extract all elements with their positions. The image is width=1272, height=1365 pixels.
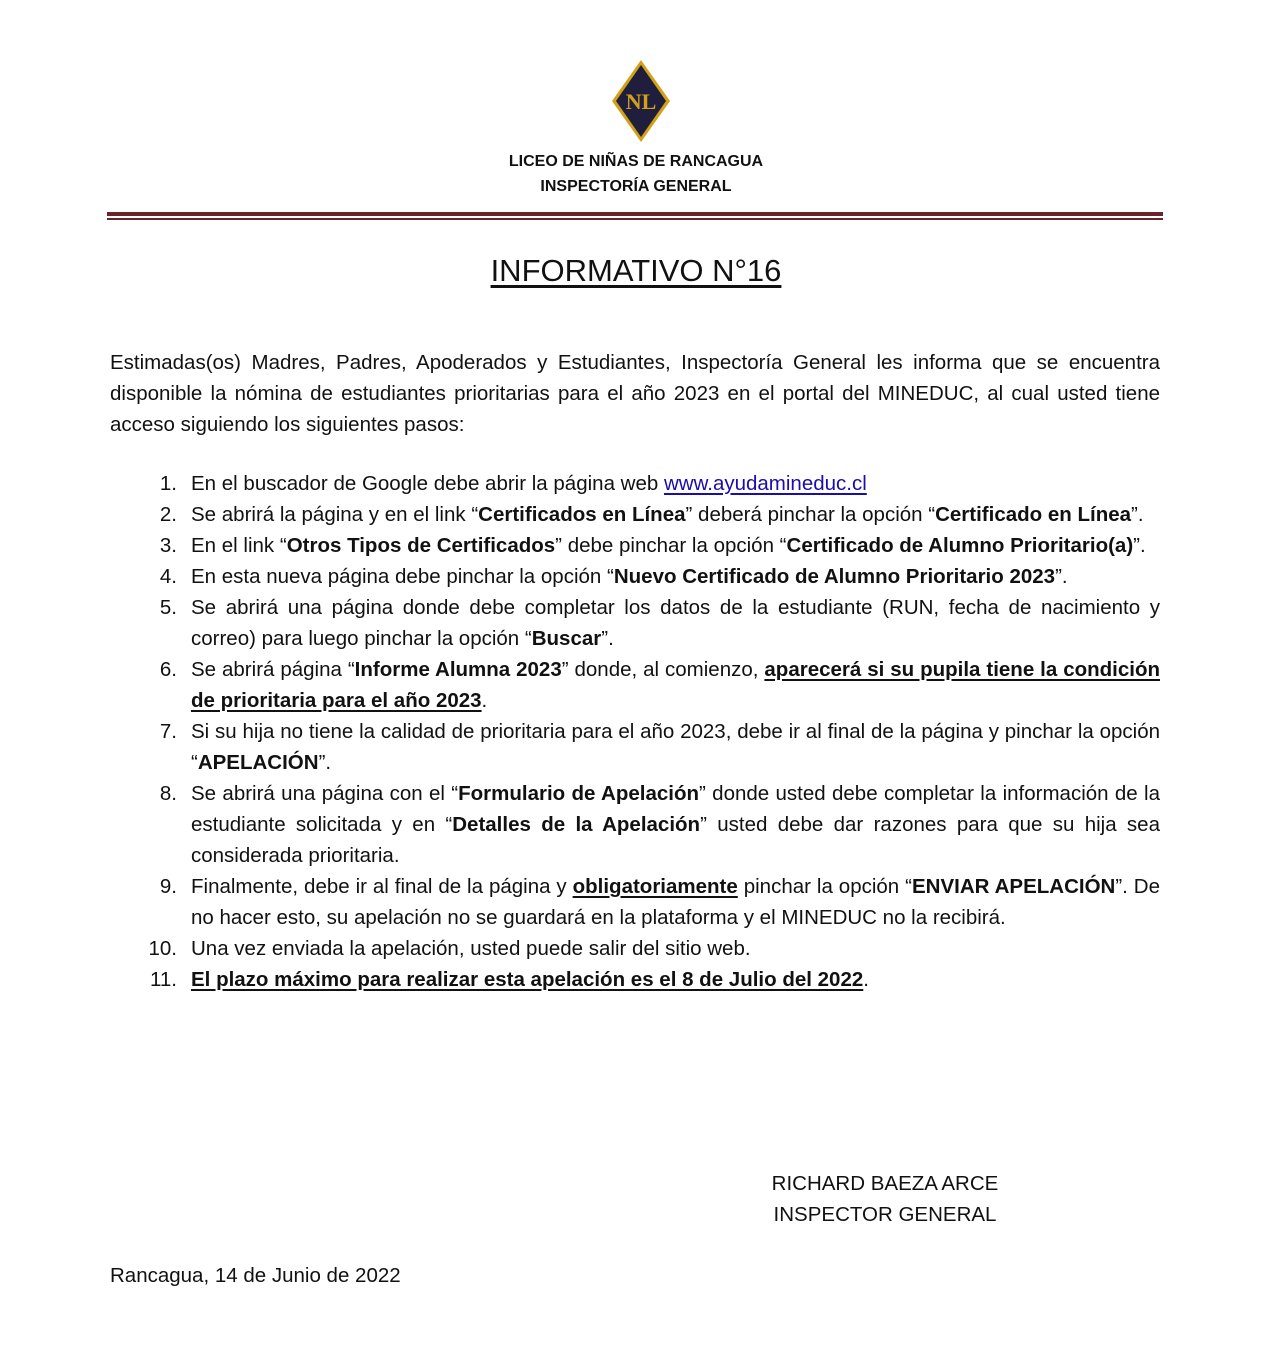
step-text: ”. [601, 627, 614, 650]
step-item [110, 468, 1160, 499]
step-item [110, 716, 1160, 778]
step-text: ”. De no hacer esto, su apelación no se guardará en la plataforma y el MINEDUC no la recibirá. [191, 875, 1160, 929]
step-text: ”. [1131, 503, 1144, 526]
step-text: ” usted debe dar razones para que su hija sea considerada prioritaria. [191, 813, 1160, 867]
step-item [110, 871, 1160, 933]
step-text: aparecerá si su pupila tiene la condición de prioritaria para el año 2023 [191, 658, 1160, 712]
step-text: ” deberá pinchar la opción “ [685, 503, 936, 526]
step-text: . [481, 689, 488, 712]
step-text: Una vez enviada la apelación, usted puede salir del sitio web. [191, 937, 751, 960]
step-number: 2. [159, 503, 177, 526]
step-number: 3. [159, 534, 177, 557]
step-item [110, 530, 1160, 561]
step-item [110, 654, 1160, 716]
signatory-role: INSPECTOR GENERAL [773, 1203, 997, 1226]
step-item [110, 964, 1160, 995]
step-number: 4. [159, 565, 177, 588]
step-text: . [863, 968, 869, 991]
intro-paragraph: Estimadas(os) Madres, Padres, Apoderados y Estudiantes, Inspectoría General les informa que se encuentra disponible la nómina de estudiantes prioritarias para el año 2023 en el portal del MINEDUC, al cual usted tiene acceso siguiendo los siguientes pasos: [110, 351, 1160, 436]
step-text: ”. [1133, 534, 1146, 557]
step-text: Se abrirá una página con el “ [191, 782, 459, 805]
step-text: Certificado en Línea [935, 503, 1132, 526]
step-item [110, 933, 1160, 964]
step-text: APELACIÓN [197, 751, 319, 774]
step-number: 1. [159, 472, 177, 495]
step-text: En esta nueva página debe pinchar la opción “ [191, 565, 614, 588]
step-item [110, 592, 1160, 654]
step-number: 11. [150, 968, 177, 991]
step-text: ”. [1055, 565, 1068, 588]
header-divider-thin [107, 218, 1163, 220]
step-item [110, 499, 1160, 530]
step-text: El plazo máximo para realizar esta apelación es el 8 de Julio del 2022 [191, 968, 864, 991]
step-text: Se abrirá una página donde debe completar los datos de la estudiante (RUN, fecha de nacimiento y correo) para luego pinchar la opción “ [191, 596, 1160, 650]
step-text: Detalles de la Apelación [452, 813, 701, 836]
step-number: 10. [148, 937, 177, 960]
step-number: 6. [159, 658, 177, 681]
step-text: Informe Alumna 2023 [354, 658, 562, 681]
school-name: LICEO DE NIÑAS DE RANCAGUA [508, 153, 764, 170]
logo-lettering: NL [625, 89, 657, 114]
step-text: Formulario de Apelación [458, 782, 699, 805]
document-title: INFORMATIVO N°16 [490, 253, 782, 288]
step-text: obligatoriamente [572, 875, 738, 898]
step-text: Certificados en Línea [478, 503, 686, 526]
step-number: 5. [159, 596, 177, 619]
step-text: ” donde usted debe completar la información de la estudiante solicitada y en “ [191, 782, 1160, 836]
step-text: ” debe pinchar la opción “ [555, 534, 787, 557]
step-text: En el link “ [191, 534, 287, 557]
header-divider-thick [107, 212, 1163, 216]
step-text: Se abrirá la página y en el link “ [191, 503, 479, 526]
step-number: 8. [159, 782, 177, 805]
step-text: Si su hija no tiene la calidad de prioritaria para el año 2023, debe ir al final de la página y pinchar la opción “ [191, 720, 1160, 774]
step-text: Buscar [531, 627, 602, 650]
step-text: Finalmente, debe ir al final de la página y [191, 875, 573, 898]
place-date: Rancagua, 14 de Junio de 2022 [110, 1264, 401, 1287]
step-text: Certificado de Alumno Prioritario(a) [786, 534, 1134, 557]
step-number: 7. [159, 720, 177, 743]
step-text: Se abrirá página “ [191, 658, 355, 681]
steps-list [110, 468, 1160, 995]
step-text: En el buscador de Google debe abrir la página web [191, 472, 664, 495]
school-logo [610, 58, 672, 144]
website-link[interactable]: www.ayudamineduc.cl [663, 472, 867, 495]
step-item [110, 778, 1160, 871]
step-text: ”. [318, 751, 332, 774]
department-name: INSPECTORÍA GENERAL [540, 178, 732, 195]
step-text: Otros Tipos de Certificados [286, 534, 556, 557]
signatory-name: RICHARD BAEZA ARCE [771, 1172, 999, 1195]
step-number: 9. [159, 875, 177, 898]
step-text: ” donde, al comienzo, [561, 658, 765, 681]
step-item [110, 561, 1160, 592]
step-text: Nuevo Certificado de Alumno Prioritario 2023 [613, 565, 1056, 588]
step-text: ENVIAR APELACIÓN [911, 875, 1116, 898]
step-text: pinchar la opción “ [737, 875, 912, 898]
